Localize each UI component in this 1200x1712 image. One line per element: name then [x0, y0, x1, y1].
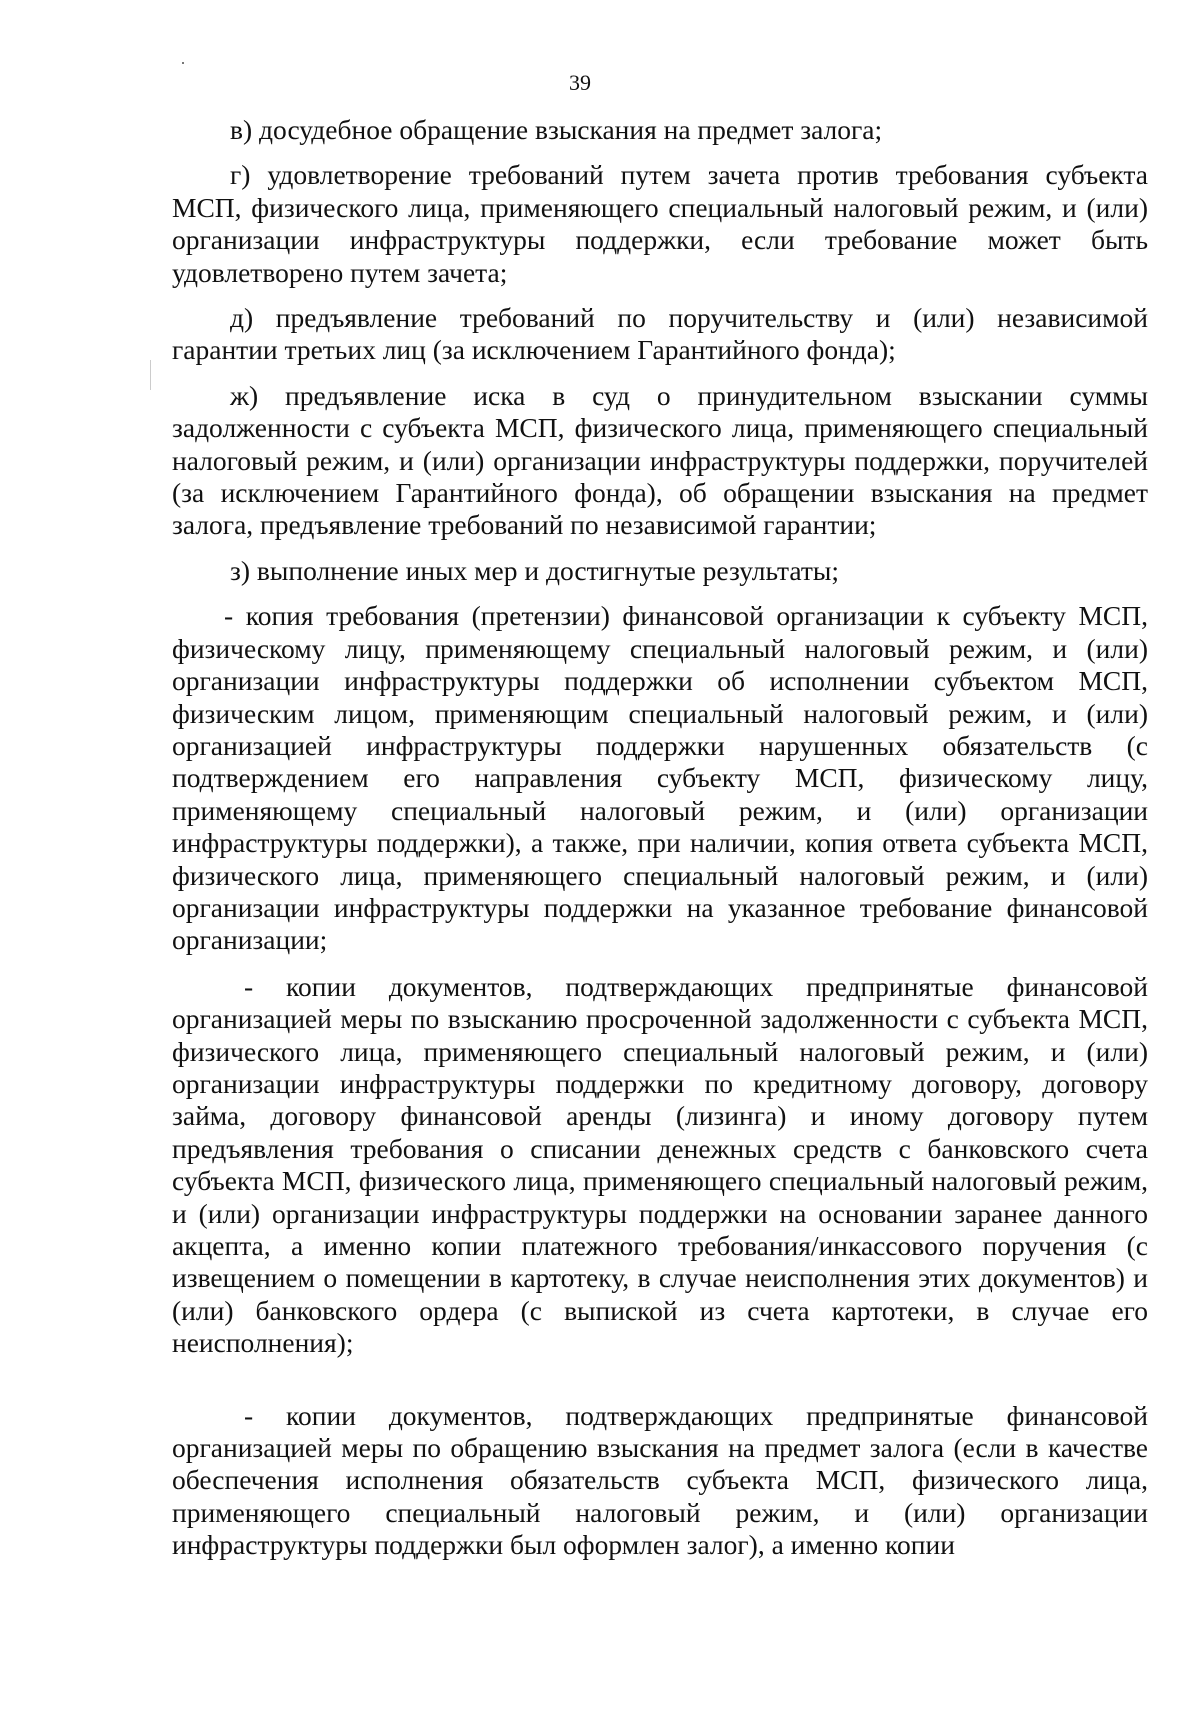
paragraph-collection-documents: - копии документов, подтверждающих предпринятые финансовой организацией меры по взысканию просроченной задолженности с субъекта МСП, физического лица, применяющего специальный налоговый режим, и (или) организации инфраструктуры поддержки по кредитному договору, договору займа, договору финансовой аренды (лизинга) и иному договору путем предъявления требования о списании денежных средств с банковского счета субъекта МСП, физического лица, применяющего специальный налоговый режим, и (или) организации инфраструктуры поддержки на основании заранее данного акцепта, а именно копии платежного требования/инкассового поручения (с извещением о помещении в картотеку, в случае неисполнения этих документов) и (или) банковского ордера (с выпиской из счета картотеки, в случае его неисполнения);	[172, 970, 1148, 1359]
scan-speck	[182, 62, 184, 64]
paragraph-z: з) выполнение иных мер и достигнутые результаты;	[230, 554, 839, 586]
paragraph-pledge-documents: - копии документов, подтверждающих предпринятые финансовой организацией меры по обращению взыскания на предмет залога (если в качестве обеспечения исполнения обязательств субъекта МСП, физического лица, применяющего специальный налоговый режим, и (или) организации инфраструктуры поддержки был оформлен залог), а именно копии	[172, 1399, 1148, 1561]
scan-margin-mark	[150, 360, 151, 390]
document-body	[172, 114, 1148, 1562]
paragraph-g: г) удовлетворение требований путем зачета против требования субъекта МСП, физического лица, применяющего специальный налоговый режим, и (или) организации инфраструктуры поддержки, если требование может быть удовлетворено путем зачета;	[172, 159, 1148, 288]
paragraph-claim-copy: - копия требования (претензии) финансовой организации к субъекту МСП, физическому лицу, применяющему специальный налоговый режим, и (или) организации инфраструктуры поддержки об исполнении субъектом МСП, физическим лицом, применяющим специальный налоговый режим, и (или) организацией инфраструктуры поддержки нарушенных обязательств (с подтверждением его направления субъекту МСП, физическому лицу, применяющему специальный налоговый режим, и (или) организации инфраструктуры поддержки), а также, при наличии, копия ответа субъекта МСП, физического лица, применяющего специальный налоговый режим, и (или) организации инфраструктуры поддержки на указанное требование финансовой организации;	[172, 600, 1148, 956]
paragraph-zh: ж) предъявление иска в суд о принудительном взыскании суммы задолженности с субъекта МСП, физического лица, применяющего специальный налоговый режим, и (или) организации инфраструктуры поддержки, поручителей (за исключением Гарантийного фонда), об обращении взыскания на предмет залога, предъявление требований по независимой гарантии;	[172, 379, 1148, 541]
paragraph-d: д) предъявление требований по поручительству и (или) независимой гарантии третьих лиц (за исключением Гарантийного фонда);	[172, 302, 1148, 366]
paragraph-v: в) досудебное обращение взыскания на предмет залога;	[230, 114, 883, 145]
page-number: 39	[569, 70, 591, 95]
